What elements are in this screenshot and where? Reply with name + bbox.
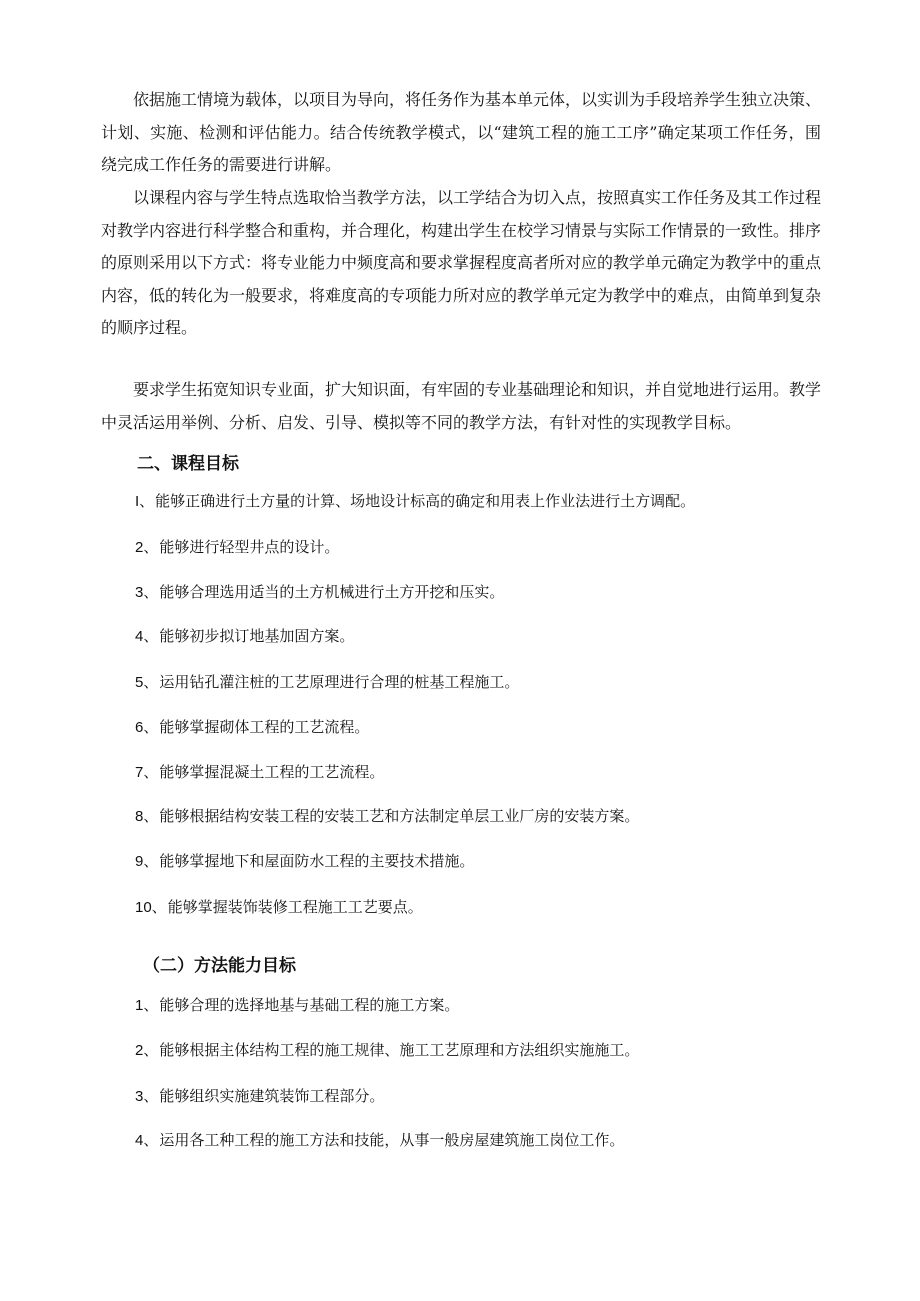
list-item-text: 能够合理的选择地基与基础工程的施工方案。 <box>159 996 460 1014</box>
body-paragraph-1: 依据施工情境为载体，以项目为导向，将任务作为基本单元体，以实训为手段培养学生独立决策、计划、实施、检测和评估能力。结合传统教学模式，以“建筑工程的施工工序”确定某项工作任务，围绕完成工作任务的需要进行讲解。 <box>101 90 822 174</box>
list-item-number: I、 <box>135 493 155 510</box>
list-item <box>135 896 423 919</box>
body-paragraph-3: 要求学生拓宽知识专业面，扩大知识面，有牢固的专业基础理论和知识，并自觉地进行运用。教学中灵活运用举例、分析、启发、引导、模拟等不同的教学方法，有针对性的实现教学目标。 <box>101 380 822 432</box>
list-item <box>135 805 639 828</box>
body-paragraph-2: 以课程内容与学生特点选取恰当教学方法，以工学结合为切入点，按照真实工作任务及其工作过程对教学内容进行科学整合和重构，并合理化，构建出学生在校学习情景与实际工作情景的一致性。排序的原则采用以下方式：将专业能力中频度高和要求掌握程度高者所对应的教学单元确定为教学中的重点内容，低的转化为一般要求，将难度高的专项能力所对应的教学单元定为教学中的难点，由简单到复杂的顺序过程。 <box>101 188 822 337</box>
list-item-number: 7、 <box>135 764 159 781</box>
list-item-number: 6、 <box>135 719 159 736</box>
list-item-number: 1、 <box>135 997 159 1014</box>
list-item-number: 2、 <box>135 1042 159 1059</box>
section-heading-method-goals: （二）方法能力目标 <box>143 956 296 976</box>
list-item-text: 能够组织实施建筑装饰工程部分。 <box>159 1087 385 1105</box>
section-heading-course-goals: 二、课程目标 <box>137 454 239 474</box>
list-item-text: 能够掌握砌体工程的工艺流程。 <box>159 718 370 736</box>
list-item-number: 3、 <box>135 1088 159 1105</box>
list-item-text: 能够正确进行土方量的计算、场地设计标高的确定和用表上作业法进行土方调配。 <box>155 492 696 510</box>
list-item <box>135 761 384 784</box>
list-item <box>135 716 369 739</box>
list-item <box>135 850 474 873</box>
list-item <box>135 1039 639 1062</box>
list-item <box>135 671 519 694</box>
list-item-number: 4、 <box>135 1132 159 1149</box>
list-item <box>135 1085 384 1108</box>
list-item-text: 运用各工种工程的施工方法和技能，从事一般房屋建筑施工岗位工作。 <box>159 1131 625 1149</box>
list-item-number: 3、 <box>135 584 159 601</box>
list-item-text: 能够进行轻型井点的设计。 <box>159 538 340 556</box>
list-item-text: 能够掌握混凝土工程的工艺流程。 <box>159 763 385 781</box>
list-item <box>135 536 339 559</box>
list-item-text: 能够根据主体结构工程的施工规律、施工工艺原理和方法组织实施施工。 <box>159 1041 640 1059</box>
list-item-text: 能够掌握地下和屋面防水工程的主要技术措施。 <box>159 852 475 870</box>
list-item-number: 4、 <box>135 628 159 645</box>
list-item <box>135 581 504 604</box>
list-item-text: 能够合理选用适当的土方机械进行土方开挖和压实。 <box>159 583 505 601</box>
list-item-number: 10、 <box>135 899 167 916</box>
list-item-text: 能够根据结构安装工程的安装工艺和方法制定单层工业厂房的安装方案。 <box>159 807 640 825</box>
list-item-number: 8、 <box>135 808 159 825</box>
list-item-number: 9、 <box>135 853 159 870</box>
list-item <box>135 490 695 513</box>
list-item-text: 运用钻孔灌注桩的工艺原理进行合理的桩基工程施工。 <box>159 673 520 691</box>
list-item <box>135 625 354 648</box>
list-item-text: 能够初步拟订地基加固方案。 <box>159 627 355 645</box>
list-item <box>135 1129 624 1152</box>
list-item-text: 能够掌握装饰装修工程施工工艺要点。 <box>167 898 423 916</box>
list-item-number: 2、 <box>135 539 159 556</box>
list-item <box>135 994 459 1017</box>
list-item-number: 5、 <box>135 674 159 691</box>
